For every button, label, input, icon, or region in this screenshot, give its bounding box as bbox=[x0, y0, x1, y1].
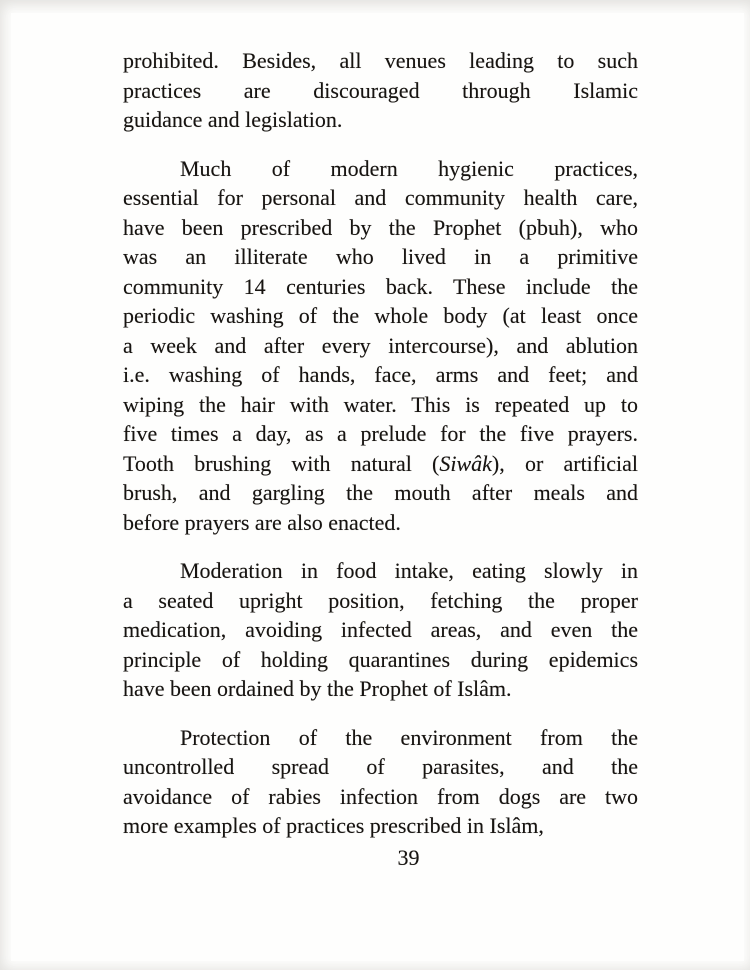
page-text bbox=[123, 46, 638, 872]
text-segment: have been prescribed by the Prophet (pbuh), who bbox=[123, 214, 638, 240]
text-segment: a week and after every intercourse), and ablution bbox=[123, 332, 638, 358]
page-number: 39 bbox=[397, 844, 420, 870]
text-segment: prohibited. Besides, all venues leading to such bbox=[123, 48, 638, 73]
text-segment: uncontrolled spread of parasites, and the bbox=[123, 754, 638, 779]
text-line bbox=[123, 183, 638, 213]
paragraph bbox=[123, 154, 638, 538]
text-line bbox=[123, 782, 638, 812]
text-segment: Tooth brushing with natural ( bbox=[123, 450, 440, 476]
text-line bbox=[123, 508, 638, 538]
text-line bbox=[123, 76, 638, 106]
italic-term: Siwâk bbox=[439, 450, 492, 476]
text-line bbox=[123, 105, 638, 135]
text-segment: periodic washing of the whole body (at least once bbox=[123, 303, 638, 328]
paragraphs-container bbox=[123, 46, 638, 841]
paragraph bbox=[123, 556, 638, 704]
text-segment: was an illiterate who lived in a primitive bbox=[123, 244, 638, 269]
text-segment: community 14 centuries back. These include the bbox=[123, 273, 638, 299]
text-line bbox=[123, 360, 638, 390]
text-line bbox=[123, 478, 638, 508]
text-line bbox=[123, 674, 638, 704]
text-segment: a seated upright position, fetching the proper bbox=[123, 587, 638, 613]
text-segment: ), or artificial bbox=[491, 450, 638, 476]
text-line bbox=[123, 752, 638, 782]
text-line bbox=[123, 811, 638, 841]
text-line bbox=[123, 586, 638, 616]
text-line bbox=[123, 272, 638, 302]
text-segment: practices are discouraged through Islamic bbox=[123, 77, 638, 103]
text-segment: five times a day, as a prelude for the five prayers. bbox=[123, 421, 638, 446]
paragraph bbox=[123, 46, 638, 135]
text-segment: more examples of practices prescribed in Islâm, bbox=[123, 813, 544, 838]
text-line bbox=[123, 419, 638, 449]
text-line bbox=[123, 46, 638, 76]
text-line bbox=[123, 301, 638, 331]
paragraph bbox=[123, 723, 638, 841]
text-line bbox=[123, 645, 638, 675]
text-segment: essential for personal and community health care, bbox=[123, 185, 638, 210]
text-segment: brush, and gargling the mouth after meals and bbox=[123, 480, 638, 505]
text-line bbox=[123, 213, 638, 243]
text-segment: i.e. washing of hands, face, arms and feet; and bbox=[123, 362, 638, 387]
text-line bbox=[123, 556, 638, 586]
text-segment: Much of modern hygienic practices, bbox=[180, 155, 638, 181]
text-line bbox=[123, 390, 638, 420]
text-segment: medication, avoiding infected areas, and even the bbox=[123, 617, 638, 642]
text-segment: before prayers are also enacted. bbox=[123, 509, 401, 535]
text-segment: have been ordained by the Prophet of Islâm. bbox=[123, 676, 512, 701]
text-segment: avoidance of rabies infection from dogs are two bbox=[123, 783, 638, 809]
text-segment: principle of holding quarantines during epidemics bbox=[123, 646, 638, 672]
text-line bbox=[123, 242, 638, 272]
text-line bbox=[123, 331, 638, 361]
text-segment: wiping the hair with water. This is repeated up to bbox=[123, 391, 638, 417]
text-line bbox=[123, 723, 638, 753]
text-segment: Protection of the environment from the bbox=[180, 724, 638, 750]
text-segment: Moderation in food intake, eating slowly in bbox=[180, 558, 638, 583]
text-line bbox=[123, 154, 638, 184]
text-line bbox=[123, 615, 638, 645]
text-segment: guidance and legislation. bbox=[123, 107, 343, 132]
text-line bbox=[123, 449, 638, 479]
